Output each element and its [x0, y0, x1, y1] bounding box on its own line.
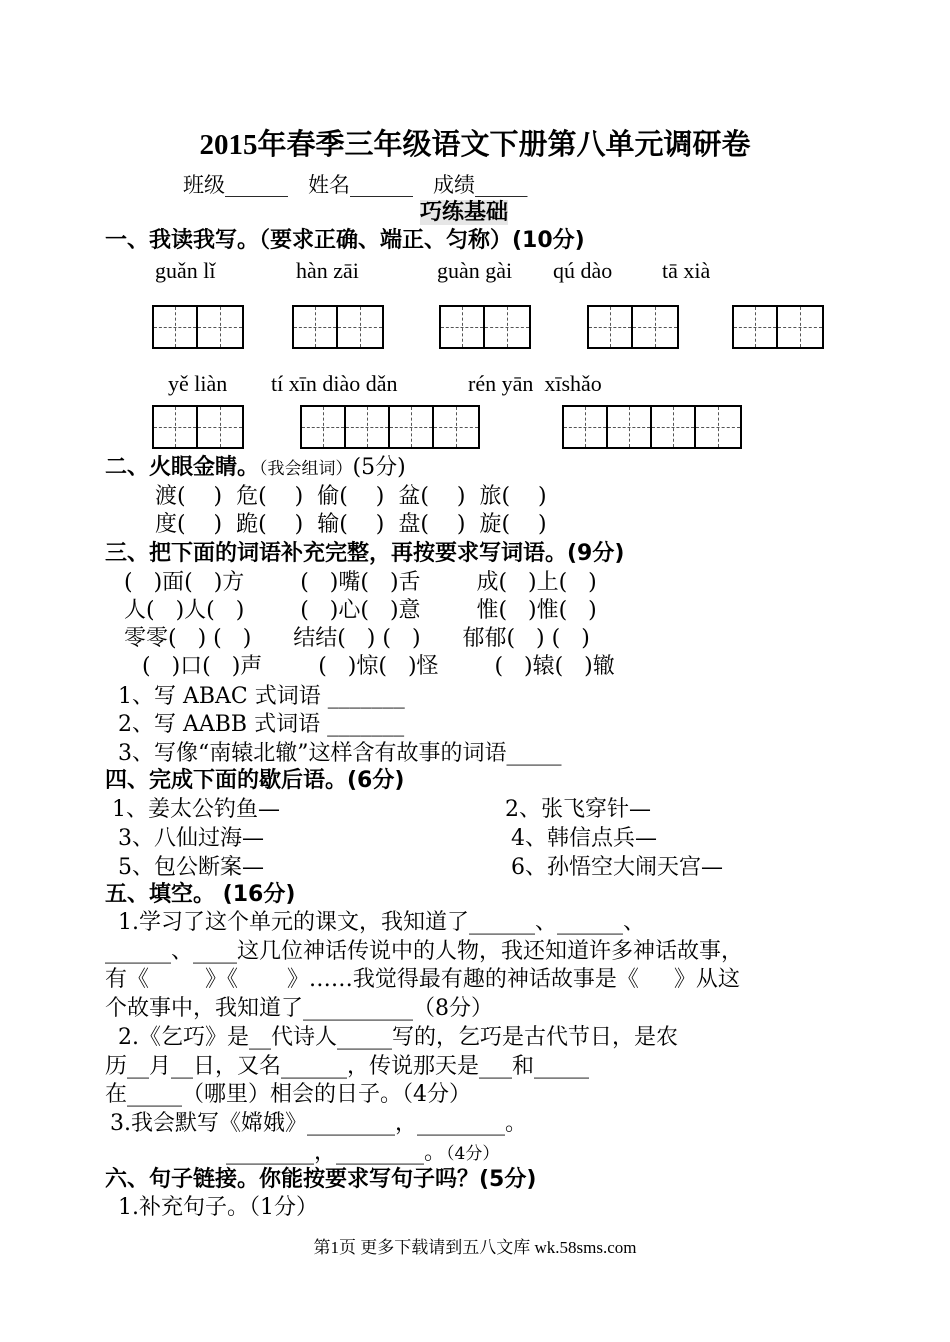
writing-grid-3[interactable]: [439, 305, 531, 349]
section-3-row-2: 人( )人( ) ( )心( )意 惟( )惟( ): [124, 598, 597, 623]
pinyin-7: tí xīn diào dǎn: [271, 371, 398, 396]
pinyin-3: guàn gài: [437, 258, 513, 283]
section-3-row-3: 零零( ) ( ) 结结( ) ( ) 郁郁( ) ( ): [124, 626, 590, 651]
section-5-line-6: 历__月__日，又名______，传说那天是___和_____: [105, 1054, 590, 1079]
page-title: 2015年春季三年级语文下册第八单元调研卷: [199, 129, 751, 161]
section-5-last-score: （4分）: [446, 1144, 500, 1164]
xiehouyu-4: 4、韩信点兵—: [511, 826, 657, 851]
pinyin-4: qú dào: [553, 258, 613, 283]
page-footer: 第1页 更多下载请到五八文库 wk.58sms.com: [313, 1238, 637, 1257]
writing-grid-1[interactable]: [152, 305, 244, 349]
writing-grid-8[interactable]: [562, 405, 742, 449]
section-5-line-1: 1.学习了这个单元的课文，我知道了______、______、: [118, 910, 645, 935]
section-5-line-8: 3.我会默写《嫦娥》________，________。: [110, 1111, 527, 1136]
section-5-line-5: 2.《乞巧》是__代诗人_____写的，乞巧是古代节日，是农: [118, 1025, 678, 1050]
pinyin-8: rén yān xīshǎo: [468, 371, 602, 396]
writing-grid-2[interactable]: [292, 305, 384, 349]
section-6-heading: 六、句子链接。你能按要求写句子吗？(5分): [105, 1167, 537, 1192]
xiehouyu-1: 1、姜太公钓鱼—: [112, 797, 280, 822]
section-3-heading: 三、把下面的词语补充完整，再按要求写词语。(9分): [105, 541, 625, 566]
section-5-heading: 五、填空。 (16分): [105, 882, 296, 907]
pinyin-6: yě liàn: [168, 371, 228, 396]
section-6-question-1: 1.补充句子。（1分）: [118, 1195, 318, 1220]
section-5-last-line: ________，________。: [226, 1140, 447, 1165]
section-1-heading: 一、我读我写。（要求正确、端正、匀称）(10分): [105, 228, 585, 253]
pinyin-5: tā xià: [662, 258, 711, 283]
section-3-question-2: 2、写 AABB 式词语 _______: [118, 712, 405, 737]
writing-grid-6[interactable]: [152, 405, 244, 449]
pinyin-2: hàn zāi: [296, 258, 359, 283]
section-2-score: (5分): [352, 455, 406, 480]
section-5-line-2: ______、____这几位神话传说中的人物，我还知道许多神话故事，: [105, 939, 744, 964]
section-2-row-1: 渡( ) 危( ) 偷( ) 盆( ) 旅( ): [155, 484, 547, 509]
subtitle: 巧练基础: [420, 200, 509, 225]
section-3-row-4: ( )口( )声 ( )惊( )怪 ( )辕( )辙: [142, 654, 615, 679]
xiehouyu-2: 2、张飞穿针—: [505, 797, 651, 822]
xiehouyu-6: 6、孙悟空大闹天宫—: [511, 855, 723, 880]
xiehouyu-3: 3、八仙过海—: [118, 826, 264, 851]
writing-grid-5[interactable]: [732, 305, 824, 349]
section-3-question-1: 1、写 ABAC 式词语 _______: [118, 684, 405, 709]
writing-grid-7[interactable]: [300, 405, 480, 449]
section-3-question-3: 3、写像“南辕北辙”这样含有故事的词语_____: [118, 741, 562, 766]
student-info-line: 班级______ 姓名______ 成绩_____: [183, 173, 528, 197]
section-4-heading: 四、完成下面的歇后语。(6分): [105, 768, 405, 793]
section-5-line-3: 有《 》《 》……我觉得最有趣的神话故事是《 》从这: [105, 967, 740, 992]
section-5-line-4: 个故事中，我知道了__________（8分）: [105, 996, 493, 1021]
section-2-heading: 二、火眼金睛。: [105, 455, 260, 480]
section-2-heading-sub: （我会组词）: [259, 459, 353, 479]
section-2-row-2: 度( ) 跪( ) 输( ) 盘( ) 旋( ): [155, 512, 547, 537]
section-3-row-1: ( )面( )方 ( )嘴( )舌 成( )上( ): [124, 570, 597, 595]
section-5-line-7: 在_____（哪里）相会的日子。（4分）: [105, 1082, 471, 1107]
pinyin-1: guǎn lǐ: [155, 258, 216, 283]
writing-grid-4[interactable]: [587, 305, 679, 349]
xiehouyu-5: 5、包公断案—: [118, 855, 264, 880]
